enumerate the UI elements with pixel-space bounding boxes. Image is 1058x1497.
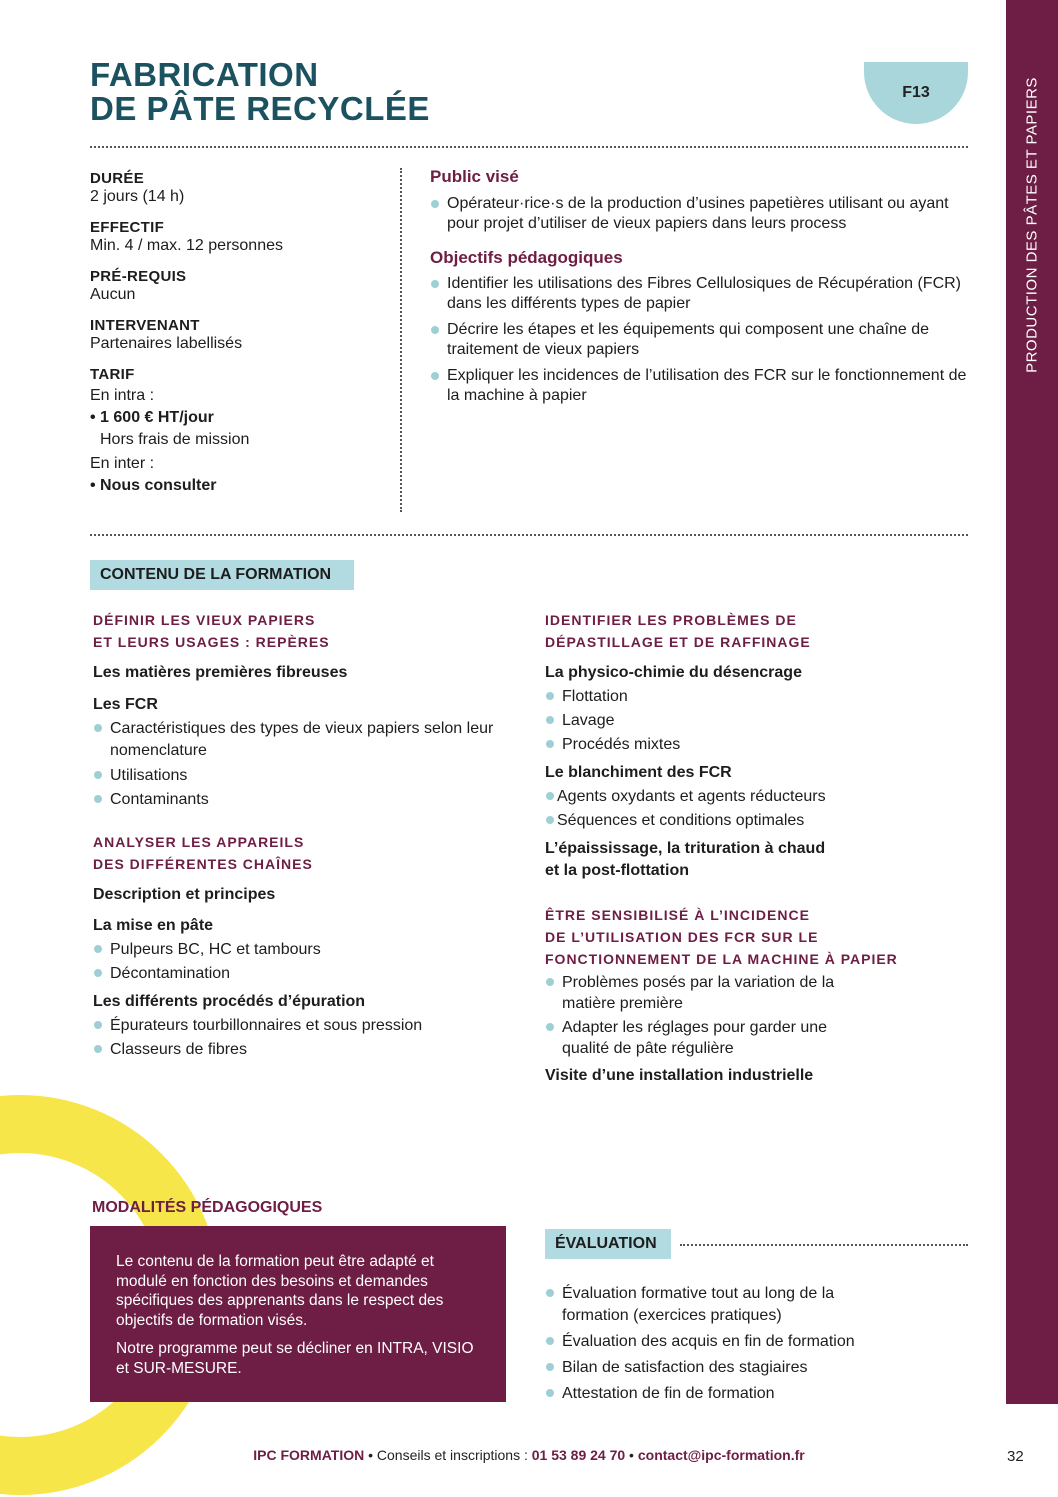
section-1-title-line: DÉFINIR LES VIEUX PAPIERS (93, 612, 316, 628)
section-2-title-line: ANALYSER LES APPAREILS (93, 834, 305, 850)
section-3-sub-3 (545, 838, 970, 882)
section-2-title (93, 831, 503, 875)
list-item: Expliquer les incidences de l’utilisation des FCR sur le fonctionnement de la machine à papier (430, 366, 975, 406)
section-4-title-line: FONCTIONNEMENT DE LA MACHINE À PAPIER (545, 951, 898, 967)
divider-top (90, 146, 968, 148)
section-1-sub-2: Les FCR (93, 696, 158, 713)
section-3-title-line: IDENTIFIER LES PROBLÈMES DE (545, 612, 797, 628)
contenu-tag-label: CONTENU DE LA FORMATION (100, 566, 332, 583)
list-item: Décontamination (93, 963, 503, 985)
list-item: Classeurs de fibres (93, 1039, 503, 1061)
list-item: Évaluation des acquis en fin de formation (545, 1331, 885, 1353)
duree-label: DURÉE (90, 170, 145, 187)
section-2-sub-2: La mise en pâte (93, 917, 214, 934)
list-item: Séquences et conditions optimales (545, 810, 970, 832)
modalites-para-2: Notre programme peut se décliner en INTRA, VISIO et SUR-MESURE. (116, 1340, 474, 1377)
contenu-left-column (93, 609, 503, 1063)
public-title: Public visé (430, 167, 519, 186)
contenu-tag (90, 560, 354, 590)
section-4-title (545, 904, 970, 970)
list-item: Caractéristiques des types de vieux papiers selon leur nomenclature (93, 718, 503, 762)
section-2-sub-3: Les différents procédés d’épuration (93, 993, 366, 1010)
page-title (90, 58, 430, 126)
intervenant-label: INTERVENANT (90, 317, 200, 334)
footer-separator: • (364, 1447, 377, 1463)
info-column (90, 170, 390, 496)
intervenant-value: Partenaires labellisés (90, 335, 243, 352)
list-item: Évaluation formative tout au long de la formation (exercices pratiques) (545, 1283, 885, 1327)
section-2-list-b (93, 1015, 503, 1061)
section-3-sub-2: Le blanchiment des FCR (545, 764, 732, 781)
section-2-sub-1: Description et principes (93, 886, 276, 903)
list-item: Procédés mixtes (545, 734, 970, 756)
section-3-list-a (545, 686, 970, 756)
list-item: Lavage (545, 710, 970, 732)
section-3-list-b (545, 786, 970, 832)
page-number: 32 (1007, 1448, 1024, 1465)
title-line-2: DE PÂTE RECYCLÉE (90, 90, 430, 127)
footer-phone[interactable]: 01 53 89 24 70 (531, 1447, 626, 1463)
footer-email-link[interactable]: contact@ipc-formation.fr (637, 1447, 805, 1463)
list-item: Flottation (545, 686, 970, 708)
evaluation-list (545, 1283, 885, 1409)
tarif-label: TARIF (90, 366, 135, 383)
section-4-list (545, 972, 855, 1059)
evaluation-divider (680, 1244, 968, 1246)
section-1-sub-1: Les matières premières fibreuses (93, 664, 348, 681)
evaluation-tag-label: ÉVALUATION (555, 1235, 657, 1252)
effectif-value: Min. 4 / max. 12 personnes (90, 237, 283, 254)
footer-text: Conseils et inscriptions : (376, 1447, 532, 1463)
prerequis-value: Aucun (90, 286, 136, 303)
objectifs-list (430, 274, 975, 406)
list-item: Décrire les étapes et les équipements qui composent une chaîne de traitement de vieux papiers (430, 320, 975, 360)
section-3-sub-1: La physico-chimie du désencrage (545, 664, 802, 681)
objectifs-title: Objectifs pédagogiques (430, 248, 623, 267)
public-list (430, 194, 975, 234)
footer-separator: • (625, 1447, 638, 1463)
section-1-title-line: ET LEURS USAGES : REPÈRES (93, 634, 330, 650)
list-item: Problèmes posés par la variation de la matière première (545, 972, 855, 1014)
public-objectifs-column (430, 167, 975, 412)
section-3-sub-3-line: et la post-flottation (545, 862, 689, 879)
course-code: F13 (902, 84, 930, 101)
section-4-visit: Visite d’une installation industrielle (545, 1067, 814, 1084)
tarif-intra: En intra : (90, 387, 155, 404)
section-3-title-line: DÉPASTILLAGE ET DE RAFFINAGE (545, 634, 811, 650)
section-3-title (545, 609, 970, 653)
category-sidebar (1006, 0, 1058, 1404)
list-item: Bilan de satisfaction des stagiaires (545, 1357, 885, 1379)
tarif-inter-price: • Nous consulter (90, 477, 217, 494)
list-item: Pulpeurs BC, HC et tambours (93, 939, 503, 961)
title-line-1: FABRICATION (90, 56, 319, 93)
footer (0, 1447, 1058, 1463)
footer-brand: IPC FORMATION (253, 1447, 365, 1463)
section-3-sub-3-line: L’épaississage, la trituration à chaud (545, 840, 826, 857)
list-item: Opérateur·rice·s de la production d’usines papetières utilisant ou ayant pour projet d’utiliser de vieux papiers dans leurs process (430, 194, 975, 234)
section-2-title-line: DES DIFFÉRENTES CHAÎNES (93, 856, 313, 872)
list-item: Adapter les réglages pour garder une qualité de pâte régulière (545, 1017, 855, 1059)
section-4-title-line: DE L’UTILISATION DES FCR SUR LE (545, 929, 819, 945)
modalites-box (90, 1226, 506, 1402)
divider-vertical (400, 168, 402, 512)
section-2-list-a (93, 939, 503, 985)
duree-value: 2 jours (14 h) (90, 188, 185, 205)
list-item: Utilisations (93, 765, 503, 787)
effectif-label: EFFECTIF (90, 219, 165, 236)
prerequis-label: PRÉ-REQUIS (90, 268, 187, 285)
list-item: Agents oxydants et agents réducteurs (545, 786, 970, 808)
course-code-badge (864, 62, 968, 124)
divider-middle (90, 534, 968, 536)
section-1-title (93, 609, 503, 653)
list-item: Épurateurs tourbillonnaires et sous pression (93, 1015, 503, 1037)
list-item: Attestation de fin de formation (545, 1383, 885, 1405)
modalites-title: MODALITÉS PÉDAGOGIQUES (92, 1199, 323, 1216)
sidebar-label: PRODUCTION DES PÂTES ET PAPIERS (1023, 77, 1041, 373)
section-1-list (93, 718, 503, 811)
list-item: Identifier les utilisations des Fibres Cellulosiques de Récupération (FCR) dans les différents types de papier (430, 274, 975, 314)
contenu-right-column (545, 609, 970, 1087)
modalites-para-1: Le contenu de la formation peut être adapté et modulé en fonction des besoins et demandes spécifiques des apprenants dans le respect des objectifs de formation visés. (116, 1253, 444, 1329)
evaluation-tag (545, 1229, 671, 1259)
tarif-intra-note: Hors frais de mission (100, 431, 250, 448)
section-4-title-line: ÊTRE SENSIBILISÉ À L’INCIDENCE (545, 907, 810, 923)
tarif-intra-price: • 1 600 € HT/jour (90, 409, 214, 426)
tarif-inter: En inter : (90, 455, 155, 472)
list-item: Contaminants (93, 789, 503, 811)
